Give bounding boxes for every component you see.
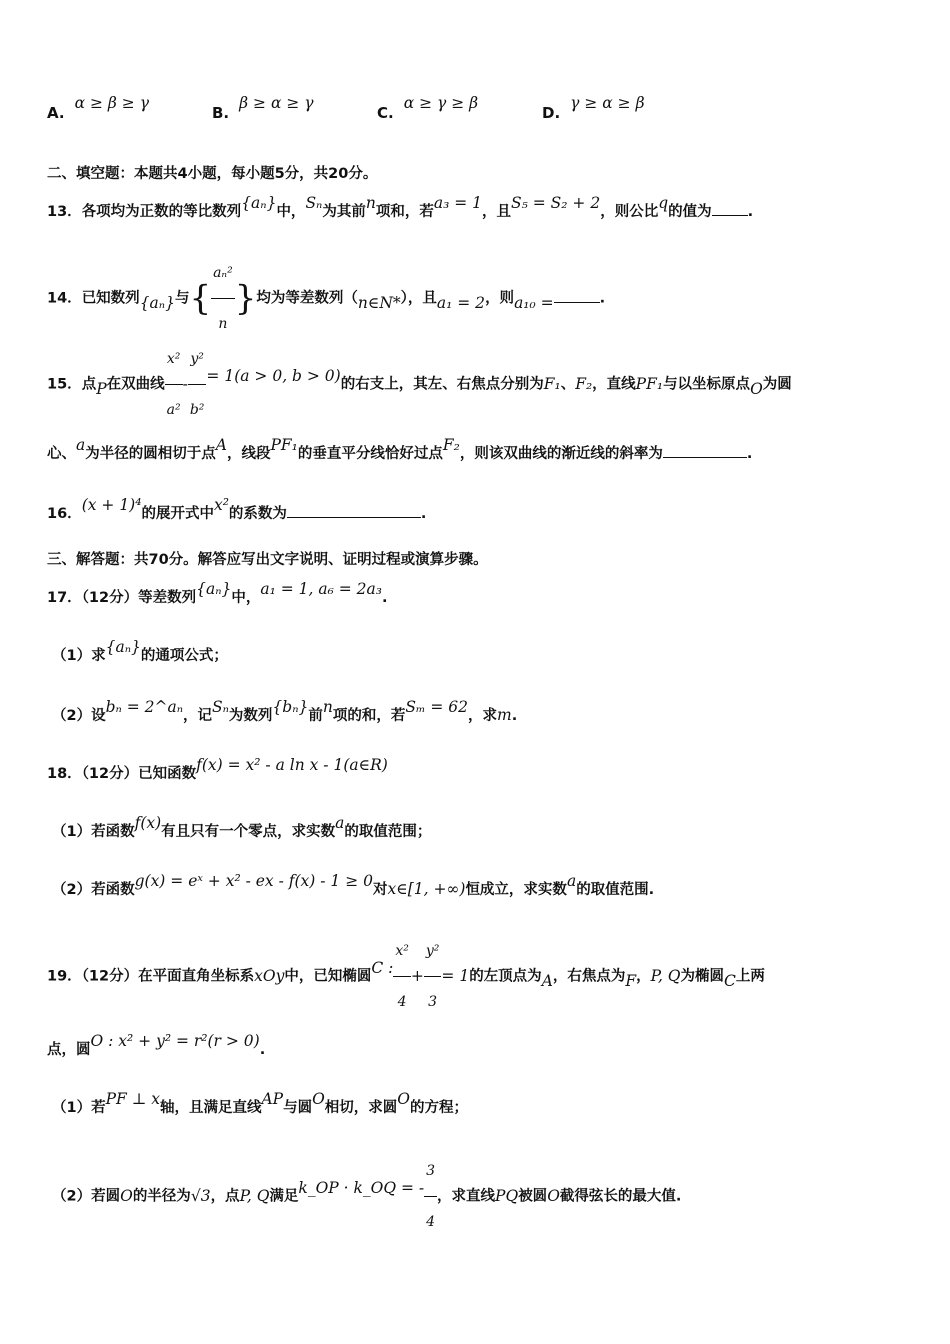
section3-heading: 三、解答题：共70分。解答应写出文字说明、证明过程或演算步骤。	[47, 552, 488, 568]
q15-text: 为圆	[762, 376, 792, 393]
q19-text: 为椭圆	[680, 968, 725, 985]
q13-text: 为其前	[322, 204, 366, 220]
q19-text: 中，已知椭圆	[284, 968, 372, 985]
q19-text: 被圆	[518, 1188, 548, 1205]
option-c-label: C.	[377, 104, 394, 122]
q19-math: O	[120, 1186, 133, 1205]
right-brace-icon: }	[234, 278, 257, 319]
option-b-expr: β ≥ α ≥ γ	[239, 94, 314, 112]
q16-math: (x + 1)⁴	[81, 496, 142, 514]
q18-text: 若函数	[91, 824, 135, 840]
q18-text: 已知函数	[138, 766, 197, 782]
q14-frac-den: n	[218, 316, 228, 332]
q16-number: 16．	[47, 506, 82, 522]
section2-heading: 二、填空题：本题共4小题，每小题5分，共20分。	[47, 166, 378, 182]
option-b	[212, 94, 314, 122]
q19-text: 相切，求圆	[324, 1100, 398, 1116]
q17-math: Sₘ = 62	[405, 698, 469, 716]
q19-text: 满足	[269, 1188, 299, 1205]
q19-frac-den: 3	[428, 994, 438, 1010]
q14-math: a₁₀ =	[514, 293, 554, 312]
q13-text: 项和，若	[375, 204, 434, 220]
q19-math: P, Q	[650, 966, 681, 985]
q19-math: A	[541, 971, 553, 990]
q13-text: 中，	[276, 204, 306, 220]
q14-math: {aₙ}	[139, 293, 175, 312]
q17-math: a₁ = 1, a₆ = 2a₃	[260, 580, 382, 598]
question-17-part-2	[52, 698, 910, 725]
q15-text: 点	[81, 376, 97, 393]
question-16	[47, 496, 910, 523]
q13-math: Sₙ	[305, 194, 323, 212]
q19-math: +	[410, 966, 424, 985]
q15-math: = 1(a > 0, b > 0)	[206, 366, 341, 385]
q15-text: 的右支上，其左、右焦点分别为	[340, 376, 544, 393]
q15-math: P	[96, 379, 107, 398]
q18-math: a	[566, 872, 577, 890]
q14-math: n∈N*	[357, 293, 401, 312]
q13-text: ，且	[482, 204, 511, 220]
q14-math: a₁ = 2	[436, 293, 486, 312]
q17-score: （12分）	[81, 590, 139, 606]
question-18-part-2	[52, 872, 910, 899]
question-13	[47, 194, 910, 221]
q19-frac-num: 3	[424, 1146, 437, 1197]
q18-number: 18．	[47, 766, 82, 782]
q17-math: {aₙ}	[105, 638, 141, 656]
q17-text: 中，	[231, 590, 261, 606]
q17-text: 项的和，若	[332, 708, 406, 724]
q19-frac-num: x²	[393, 926, 411, 977]
q17-text: 求	[91, 648, 106, 664]
q19-text: ，	[636, 968, 651, 985]
q19-math: C :	[371, 958, 394, 977]
q15-math: PF₁	[270, 436, 298, 454]
q19-text: 的方程；	[410, 1100, 469, 1116]
q19-text: 截得弦长的最大值.	[559, 1188, 682, 1205]
q19-math: O : x² + y² = r²(r > 0)	[90, 1032, 260, 1050]
answer-blank	[663, 443, 747, 458]
q14-number: 14．	[47, 290, 82, 307]
q17-text: ，记	[183, 708, 213, 724]
q19-fraction-x	[393, 926, 411, 1027]
q17-math: m	[497, 706, 512, 724]
q17-number: 17．	[47, 590, 82, 606]
q13-math: {aₙ}	[241, 194, 277, 212]
q16-text: 的系数为	[228, 506, 287, 522]
option-d	[542, 94, 645, 122]
option-c	[377, 94, 479, 122]
q19-math: O	[397, 1090, 411, 1108]
q15-text: .	[746, 446, 753, 462]
question-18	[47, 756, 910, 783]
q14-text: ），且	[400, 290, 437, 307]
answer-blank	[287, 503, 421, 518]
q18-score: （12分）	[81, 766, 139, 782]
q15-text: 在双曲线	[106, 376, 165, 393]
q14-text: ，则	[485, 290, 515, 307]
q19-text: .	[259, 1042, 266, 1058]
q19-text: ，右焦点为	[552, 968, 626, 985]
q18-math: g(x) = eˣ + x² - ex - f(x) - 1 ≥ 0	[134, 872, 373, 890]
q19-math: O	[312, 1090, 325, 1108]
q17-text: 的通项公式；	[140, 648, 228, 664]
q13-math: a₃ = 1	[433, 194, 482, 212]
q15-text: 的垂直平分线恰好过点	[297, 446, 443, 462]
q19-text: 轴，且满足直线	[159, 1100, 262, 1116]
q19-math: P, Q	[239, 1186, 270, 1205]
q19-math: k_OP · k_OQ = -	[298, 1178, 425, 1197]
q18-text: 的取值范围；	[344, 824, 432, 840]
q15-frac-num: x²	[165, 334, 183, 385]
q18-math: x∈[1, +∞)	[387, 880, 466, 898]
q17-math: Sₙ	[212, 698, 229, 716]
q17-text: .	[382, 590, 388, 606]
q14-text: 与	[174, 290, 190, 307]
q19-score: （12分）	[81, 968, 139, 985]
q17-text: 前	[308, 708, 323, 724]
option-b-label: B.	[212, 104, 230, 122]
q16-text: 的展开式中	[141, 506, 214, 522]
q13-math: n	[365, 194, 376, 212]
q14-text: 均为等差数列（	[256, 290, 358, 307]
q14-text: 已知数列	[81, 290, 140, 307]
q13-math: S₅ = S₂ + 2	[511, 194, 601, 212]
q19-text: 在平面直角坐标系	[138, 968, 255, 985]
q17-text: .	[511, 708, 518, 724]
q17-text: 为数列	[228, 708, 273, 724]
question-14	[47, 248, 910, 332]
q15-text: 、	[560, 376, 576, 393]
q19-text: 若圆	[91, 1188, 121, 1205]
q19-math: xOy	[254, 966, 285, 985]
q15-frac-den: b²	[189, 402, 205, 418]
q13-number: 13．	[47, 204, 82, 220]
q17-math: bₙ = 2^aₙ	[105, 698, 184, 716]
q19-math: PF ⊥ x	[105, 1090, 160, 1108]
q14-frac-num: aₙ²	[211, 248, 235, 299]
q19-math: = 1	[441, 966, 470, 985]
q15-text: ，线段	[226, 446, 271, 462]
q16-math: x²	[213, 496, 229, 514]
q15-math: O	[750, 379, 763, 398]
q19-frac-den: 4	[426, 1214, 436, 1230]
q13-text: 的值为	[668, 204, 712, 220]
q18-math: a	[335, 814, 345, 832]
left-brace-icon: {	[189, 278, 212, 319]
option-c-expr: α ≥ γ ≥ β	[403, 94, 479, 112]
question-17	[47, 580, 910, 607]
q15-text: ，直线	[592, 376, 636, 393]
q15-math: PF₁	[635, 374, 664, 393]
q19-text: ，求直线	[437, 1188, 496, 1205]
q18-text: 对	[373, 882, 388, 898]
q17-text: ，求	[468, 708, 498, 724]
q19-part-label: （1）	[52, 1100, 92, 1116]
q18-part-label: （1）	[52, 824, 92, 840]
q15-math: F₂	[575, 374, 593, 393]
q18-text: 恒成立，求实数	[465, 882, 567, 898]
q19-part-label: （2）	[52, 1188, 92, 1205]
answer-blank	[554, 288, 600, 303]
q17-part-label: （1）	[52, 648, 92, 664]
q14-text: .	[599, 290, 606, 307]
option-a	[47, 94, 149, 122]
q17-text: 等差数列	[138, 590, 197, 606]
q19-text: 上两	[735, 968, 765, 985]
q19-math: O	[547, 1186, 560, 1205]
q17-text: 设	[91, 708, 106, 724]
q19-text: 的半径为	[132, 1188, 191, 1205]
q19-text: ，点	[210, 1188, 240, 1205]
q15-text: ，则该双曲线的渐近线的斜率为	[459, 446, 663, 462]
question-18-part-1	[52, 814, 910, 841]
q15-fraction-y	[188, 334, 207, 435]
q13-text: ，则公比	[600, 204, 659, 220]
q18-math: f(x) = x² - a ln x - 1(a∈R)	[196, 756, 388, 774]
q19-math: PQ	[495, 1186, 519, 1205]
option-a-label: A.	[47, 104, 65, 122]
option-d-expr: γ ≥ α ≥ β	[570, 94, 645, 112]
question-17-part-1	[52, 638, 910, 665]
q18-text: 有且只有一个零点，求实数	[161, 824, 336, 840]
q17-math: n	[322, 698, 333, 716]
q15-math: F₁	[543, 374, 561, 393]
option-a-expr: α ≥ β ≥ γ	[74, 94, 149, 112]
q19-number: 19．	[47, 968, 82, 985]
q15-text: 心、	[47, 446, 76, 462]
q15-math: F₂	[442, 436, 460, 454]
q19-fraction-y	[424, 926, 442, 1027]
q15-fraction-x	[165, 334, 183, 435]
q18-text: 若函数	[91, 882, 135, 898]
q17-part-label: （2）	[52, 708, 92, 724]
q16-text: .	[420, 506, 427, 522]
question-19	[47, 926, 910, 1010]
q19-p2-fraction	[424, 1146, 437, 1247]
q13-text: .	[747, 204, 754, 220]
q18-text: 的取值范围.	[576, 882, 655, 898]
q18-math: f(x)	[134, 814, 162, 832]
question-15-continued	[47, 436, 910, 463]
q15-frac-num: y²	[188, 334, 207, 385]
question-19-part-2	[52, 1146, 910, 1230]
q13-math: q	[658, 194, 669, 212]
q19-text: 点，圆	[47, 1042, 91, 1058]
q19-math: √3	[190, 1186, 211, 1205]
question-19-continued	[47, 1032, 910, 1059]
q17-math: {aₙ}	[196, 580, 232, 598]
q15-frac-den: a²	[166, 402, 181, 418]
q17-math: {bₙ}	[272, 698, 309, 716]
q15-math: a	[76, 436, 86, 454]
q19-frac-num: y²	[424, 926, 442, 977]
q15-text: 与以坐标原点	[663, 376, 751, 393]
q15-text: 为半径的圆相切于点	[85, 446, 216, 462]
option-d-label: D.	[542, 104, 561, 122]
answer-blank	[712, 201, 748, 216]
q19-text: 与圆	[283, 1100, 313, 1116]
q18-part-label: （2）	[52, 882, 92, 898]
q19-math: F	[625, 971, 637, 990]
q19-frac-den: 4	[397, 994, 407, 1010]
q15-math: A	[215, 436, 227, 454]
q19-math: AP	[261, 1090, 284, 1108]
question-19-part-1	[52, 1090, 910, 1117]
q19-text: 若	[91, 1100, 106, 1116]
q19-math: C	[724, 971, 736, 990]
q15-number: 15．	[47, 376, 82, 393]
q13-text: 各项均为正数的等比数列	[81, 204, 242, 220]
question-15	[47, 334, 910, 418]
q15-math: -	[182, 374, 188, 393]
q19-text: 的左顶点为	[469, 968, 542, 985]
